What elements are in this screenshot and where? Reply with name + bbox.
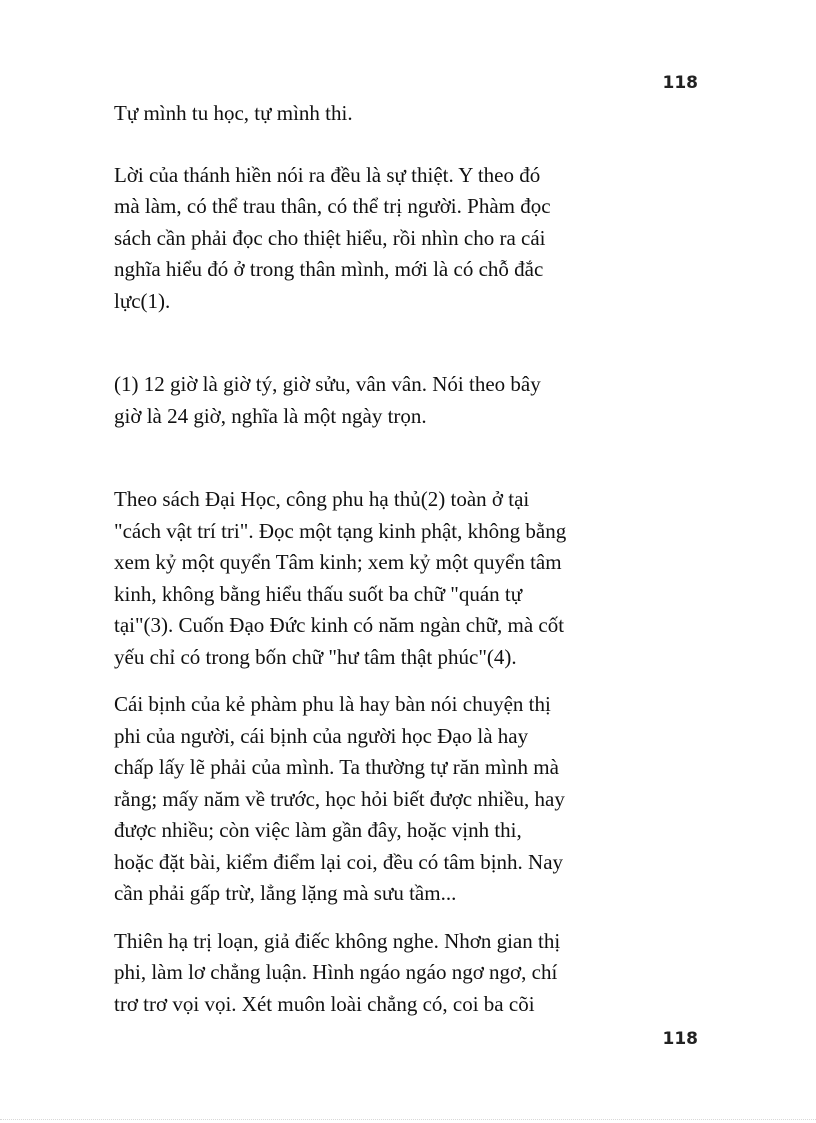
page-number-bottom: 118	[662, 1029, 698, 1049]
page-body	[114, 98, 714, 1020]
page-bottom-divider	[0, 1119, 816, 1120]
paragraph-4: Cái bịnh của kẻ phàm phu là hay bàn nói chuyện thị phi của người, cái bịnh của người học Đạo là hay chấp lấy lẽ phải của mình. Ta thường tự răn mình mà rằng; mấy năm về trước, học hỏi biết được nhiều, hay được nhiều; còn việc làm gần đây, hoặc vịnh thi, hoặc đặt bài, kiểm điểm lại coi, đều có tâm bịnh. Nay cần phải gấp trừ, lẳng lặng mà sưu tầm...	[114, 692, 565, 905]
paragraph-5: Thiên hạ trị loạn, giả điếc không nghe. Nhơn gian thị phi, làm lơ chẳng luận. Hình ngáo ngáo ngơ ngơ, chí trơ trơ vọi vọi. Xét muôn loài chẳng có, coi ba cõi	[114, 928, 561, 1016]
paragraph-1: Tự mình tu học, tự mình thi.	[114, 101, 353, 125]
paragraph-2: Lời của thánh hiền nói ra đều là sự thiệt. Y theo đó mà làm, có thể trau thân, có thể trị người. Phàm đọc sách cần phải đọc cho thiệt hiểu, rồi nhìn cho ra cái nghĩa hiểu đó ở trong thân mình, mới là có chỗ đắc lực(1).	[114, 162, 551, 313]
page-number-top: 118	[662, 73, 698, 93]
footnote-1: (1) 12 giờ là giờ tý, giờ sửu, vân vân. Nói theo bây giờ là 24 giờ, nghĩa là một ngày trọn.	[114, 372, 541, 428]
paragraph-3: Theo sách Đại Học, công phu hạ thủ(2) toàn ở tại "cách vật trí tri". Đọc một tạng kinh phật, không bằng xem kỷ một quyển Tâm kinh; xem kỷ một quyển tâm kinh, không bằng hiểu thấu suốt ba chữ "quán tự tại"(3). Cuốn Đạo Đức kinh có năm ngàn chữ, mà cốt yếu chỉ có trong bốn chữ "hư tâm thật phúc"(4).	[114, 487, 567, 669]
